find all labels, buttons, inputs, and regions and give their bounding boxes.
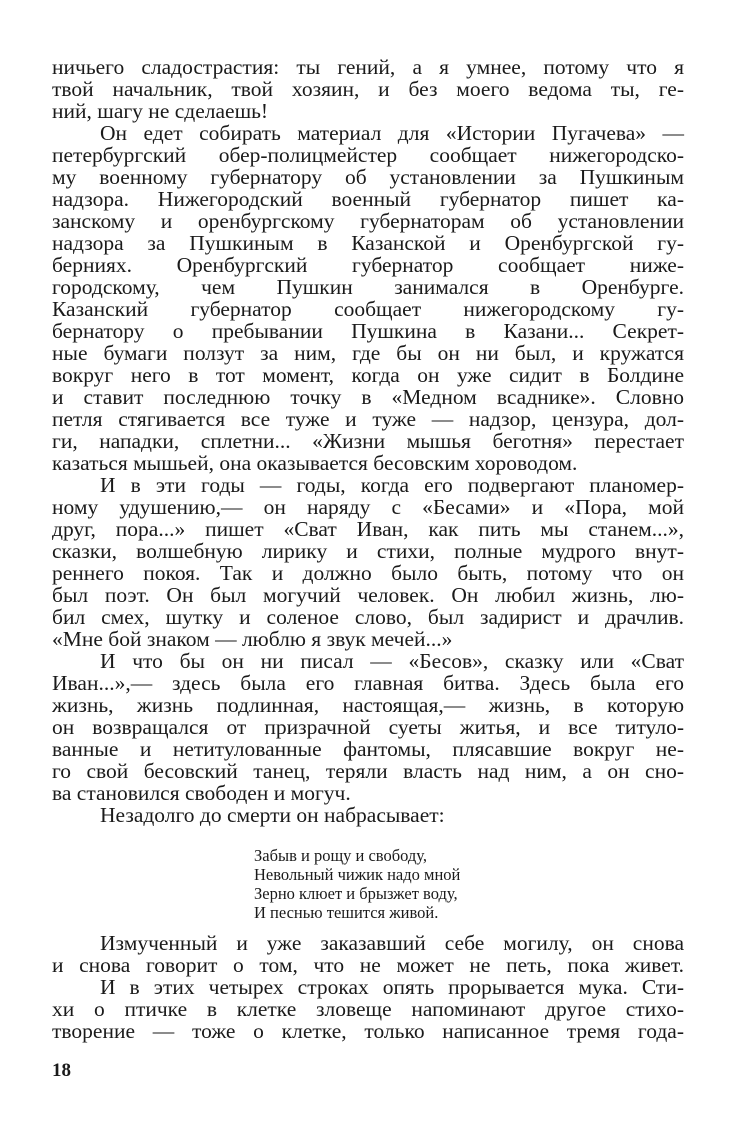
page-number: 18 — [52, 1060, 71, 1081]
verse-line: Забыв и рощу и свободу, — [254, 846, 428, 865]
text-line: и снова говорит о том, что не может не петь, пока живет. — [52, 953, 684, 977]
text-line: и ставит последнюю точку в «Медном всаднике». Словно — [52, 385, 684, 409]
text-line: Незадолго до смерти он набрасывает: — [100, 803, 445, 827]
text-line: бил смех, шутку и соленое слово, был задирист и драчлив. — [52, 605, 684, 629]
text-line: твой начальник, твой хозяин, и без моего ведома ты, ге- — [52, 77, 684, 101]
text-line: ги, нападки, сплетни... «Жизни мышья беготня» перестает — [52, 429, 684, 453]
verse-line: Зерно клюет и брызжет воду, — [254, 884, 458, 903]
text-line: казаться мышьей, она оказывается бесовским хороводом. — [52, 451, 578, 475]
text-line: И в эти годы — годы, когда его подвергают планомер- — [100, 473, 684, 497]
text-line: он возвращался от призрачной суеты житья, и все титуло- — [52, 715, 684, 739]
verse-block — [254, 846, 460, 922]
text-line: петля стягивается все туже и туже — надзор, цензура, дол- — [52, 407, 684, 431]
text-line: го свой бесовский танец, теряли власть над ним, а он сно- — [52, 759, 684, 783]
text-line: му военному губернатору об установлении за Пушкиным — [52, 165, 684, 189]
text-line: сказки, волшебную лирику и стихи, полные мудрого внут- — [52, 539, 684, 563]
text-line: Иван...»,— здесь была его главная битва. Здесь была его — [52, 671, 684, 695]
text-line: хи о птичке в клетке зловеще напоминают другое стихо- — [52, 997, 684, 1021]
text-line: Он едет собирать материал для «Истории Пугачева» — — [100, 121, 684, 145]
verse-line: И песнью тешится живой. — [254, 903, 439, 922]
text-line: «Мне бой знаком — люблю я звук мечей...» — [52, 627, 453, 651]
text-line: был поэт. Он был могучий человек. Он любил жизнь, лю- — [52, 583, 684, 607]
text-line: занскому и оренбургскому губернаторам об установлении — [52, 209, 684, 233]
text-line: надзора. Нижегородский военный губернатор пишет ка- — [52, 187, 684, 211]
text-line: городскому, чем Пушкин занимался в Оренбурге. — [52, 275, 684, 299]
after-text-block — [52, 932, 684, 1042]
text-line: бернатору о пребывании Пушкина в Казани... Секрет- — [52, 319, 684, 343]
text-line: ванные и нетитулованные фантомы, плясавшие вокруг не- — [52, 737, 684, 761]
text-line: жизнь, жизнь подлинная, настоящая,— жизнь, в которую — [52, 693, 684, 717]
text-line: берниях. Оренбургский губернатор сообщает ниже- — [52, 253, 684, 277]
text-line: Измученный и уже заказавший себе могилу, он снова — [100, 931, 684, 955]
verse-line: Невольный чижик надо мной — [254, 865, 461, 884]
text-line: вокруг него в тот момент, когда он уже сидит в Болдине — [52, 363, 684, 387]
text-line: ному удушению,— он наряду с «Бесами» и «Пора, мой — [52, 495, 684, 519]
text-line: Казанский губернатор сообщает нижегородскому гу- — [52, 297, 684, 321]
text-line: творение — тоже о клетке, только написанное тремя года- — [52, 1019, 684, 1043]
text-line: надзора за Пушкиным в Казанской и Оренбургской гу- — [52, 231, 684, 255]
text-line: ва становился свободен и могуч. — [52, 781, 351, 805]
text-line: ничьего сладострастия: ты гений, а я умнее, потому что я — [52, 55, 684, 79]
text-line: И что бы он ни писал — «Бесов», сказку или «Сват — [100, 649, 684, 673]
text-line: реннего покоя. Так и должно было быть, потому что он — [52, 561, 684, 585]
text-line: ные бумаги ползут за ним, где бы он ни был, и кружатся — [52, 341, 684, 365]
main-text-block — [52, 56, 684, 826]
text-line: друг, пора...» пишет «Сват Иван, как пить мы станем...», — [52, 517, 684, 541]
text-line: петербургский обер-полицмейстер сообщает нижегородско- — [52, 143, 684, 167]
text-line: И в этих четырех строках опять прорывается мука. Сти- — [100, 975, 684, 999]
text-line: ний, шагу не сделаешь! — [52, 99, 269, 123]
